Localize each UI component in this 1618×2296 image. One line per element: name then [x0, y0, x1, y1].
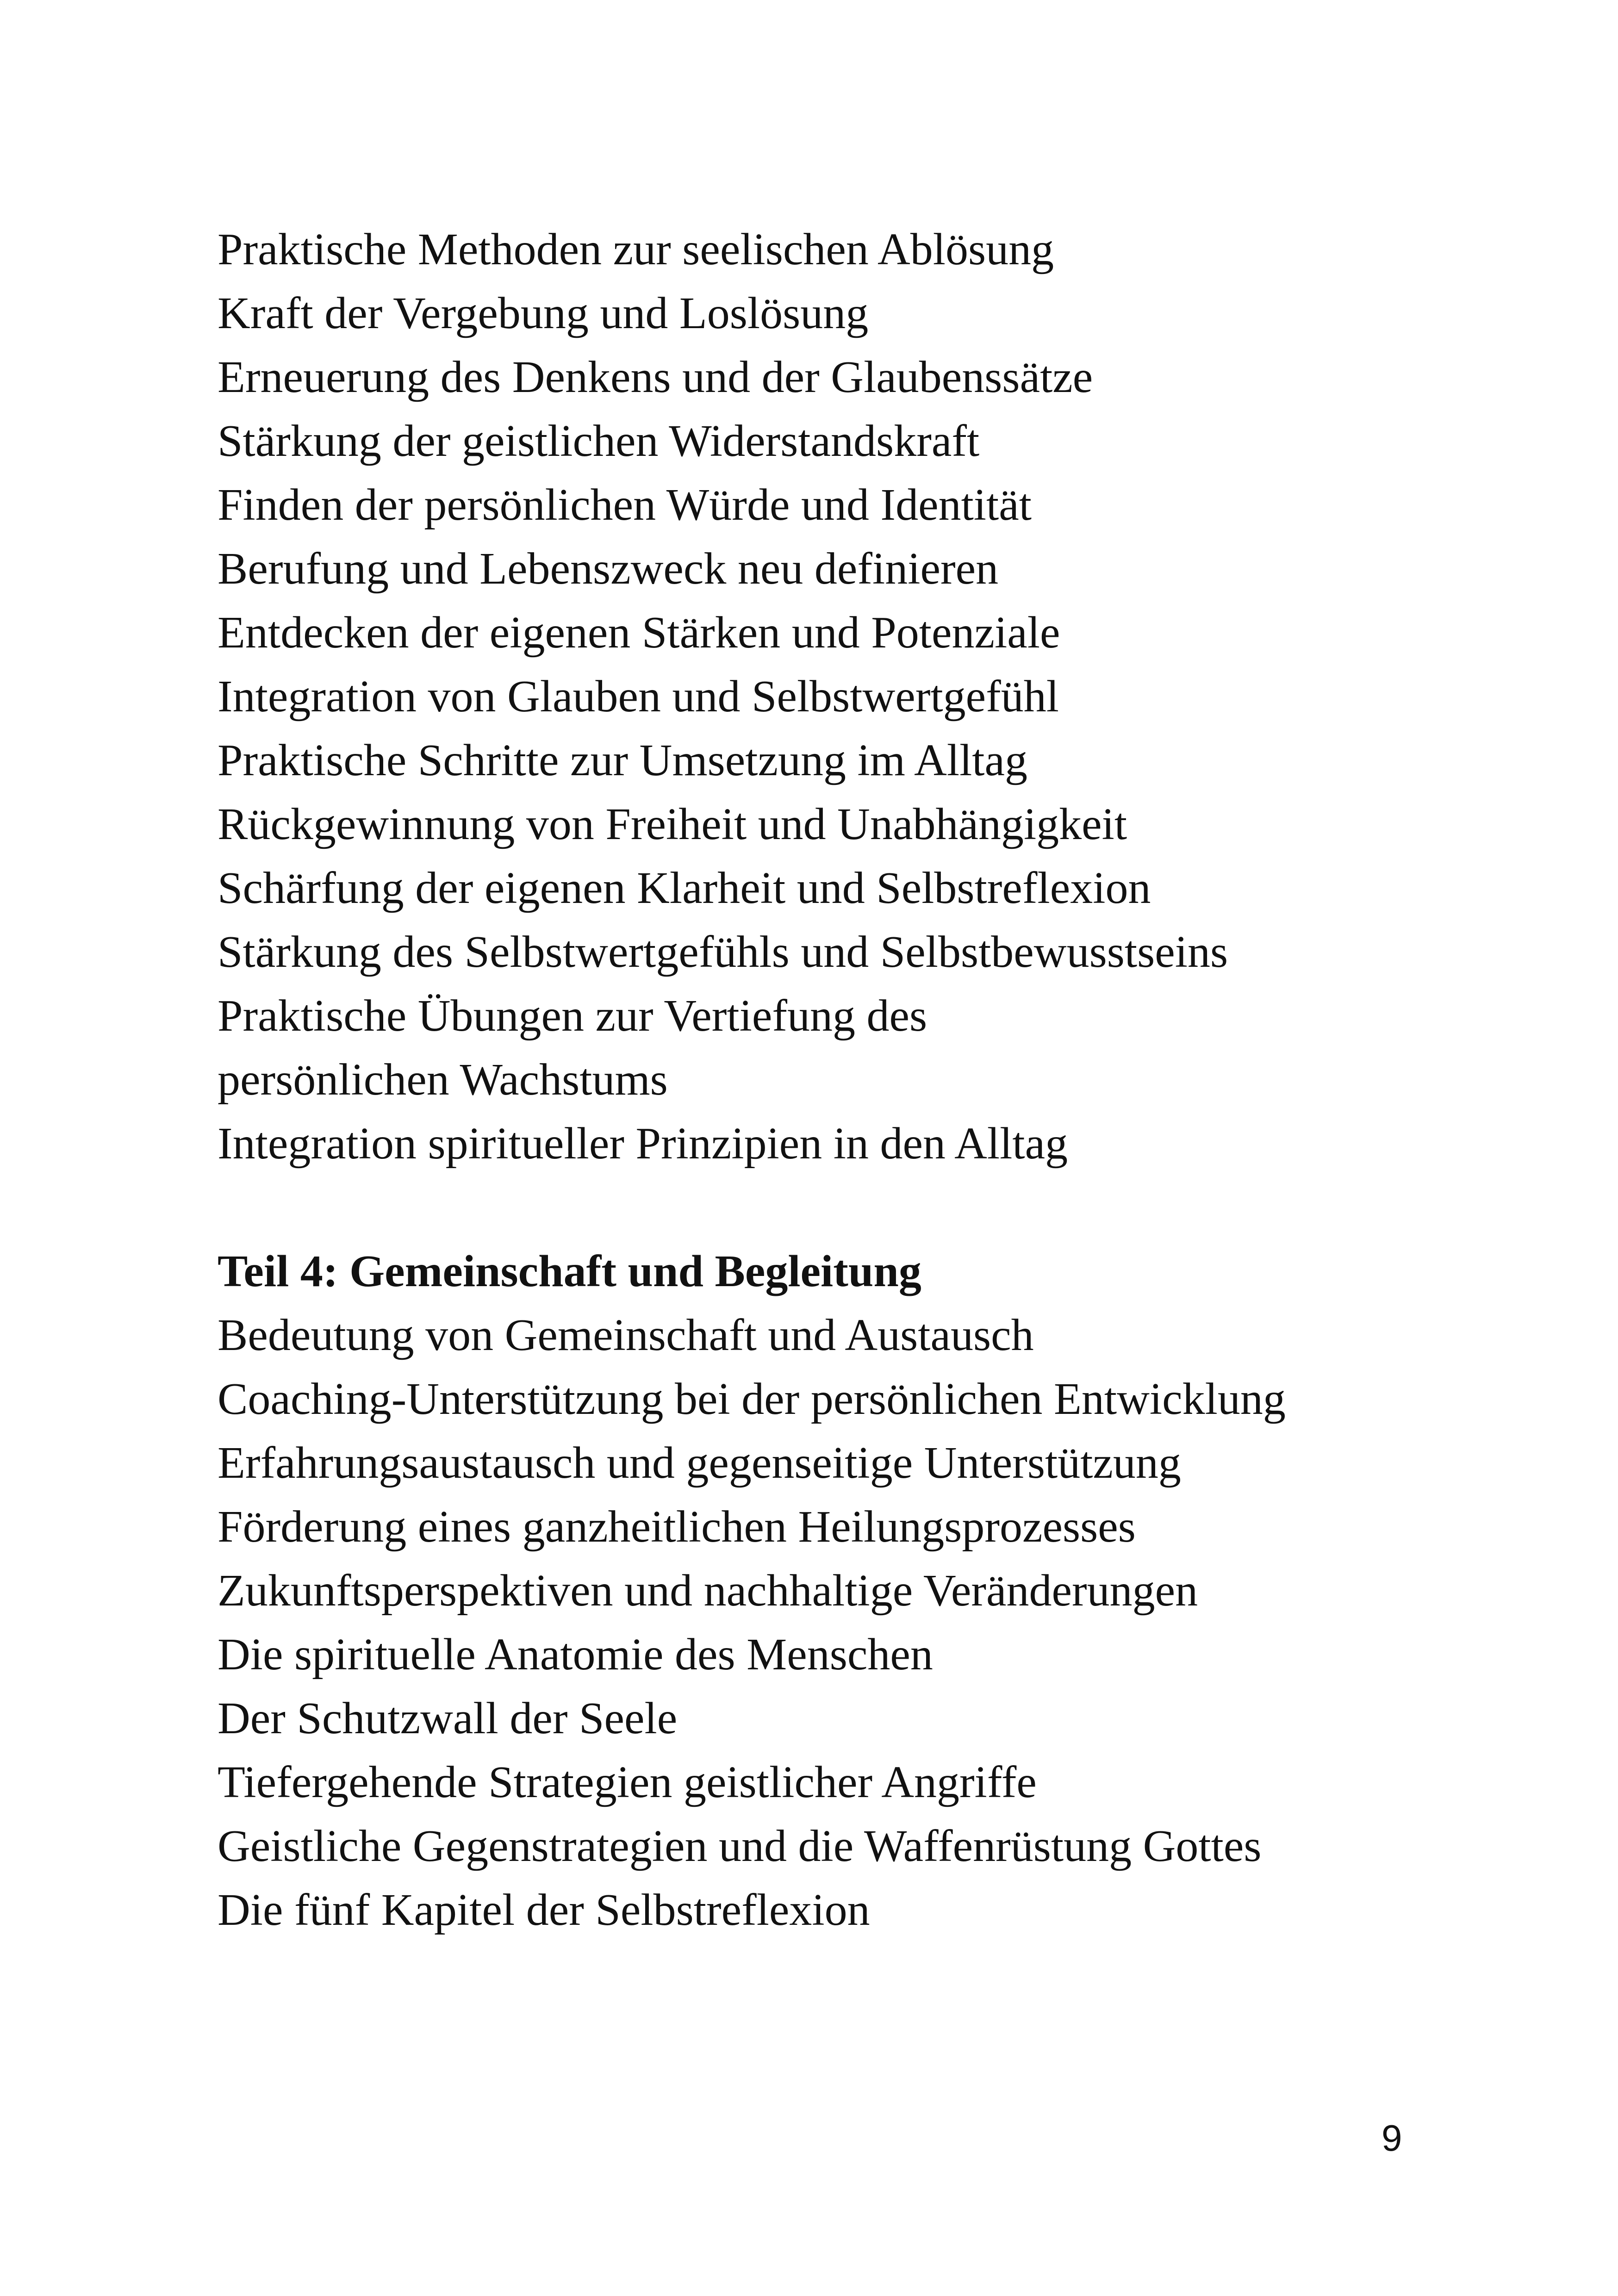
table-of-contents	[218, 218, 1421, 1942]
section-3-list	[218, 218, 1421, 1176]
list-item: Berufung und Lebenszweck neu definieren	[218, 544, 999, 594]
list-item: Zukunftsperspektiven und nachhaltige Veränderungen	[218, 1566, 1198, 1616]
list-item: persönlichen Wachstums	[218, 1055, 668, 1105]
list-item: Geistliche Gegenstrategien und die Waffenrüstung Gottes	[218, 1821, 1262, 1871]
list-item: Integration von Glauben und Selbstwertgefühl	[218, 672, 1059, 722]
list-item: Praktische Methoden zur seelischen Ablösung	[218, 224, 1054, 274]
section-heading: Teil 4: Gemeinschaft und Begleitung	[218, 1246, 921, 1296]
list-item: Kraft der Vergebung und Loslösung	[218, 288, 869, 338]
list-item: Praktische Übungen zur Vertiefung des	[218, 991, 927, 1041]
list-item: Stärkung der geistlichen Widerstandskraft	[218, 416, 980, 466]
list-item: Integration spiritueller Prinzipien in den Alltag	[218, 1119, 1068, 1169]
page-number: 9	[1382, 2117, 1402, 2159]
list-item: Praktische Schritte zur Umsetzung im Alltag	[218, 735, 1028, 785]
list-item: Erneuerung des Denkens und der Glaubenssätze	[218, 352, 1093, 402]
list-item: Tiefergehende Strategien geistlicher Angriffe	[218, 1757, 1037, 1807]
section-4	[218, 1239, 1421, 1942]
list-item: Rückgewinnung von Freiheit und Unabhängigkeit	[218, 799, 1127, 849]
list-item: Finden der persönlichen Würde und Identität	[218, 480, 1032, 530]
list-item: Förderung eines ganzheitlichen Heilungsprozesses	[218, 1502, 1136, 1552]
list-item: Die fünf Kapitel der Selbstreflexion	[218, 1885, 870, 1935]
list-item: Stärkung des Selbstwertgefühls und Selbstbewusstseins	[218, 927, 1228, 977]
list-item: Entdecken der eigenen Stärken und Potenziale	[218, 608, 1060, 658]
list-item: Die spirituelle Anatomie des Menschen	[218, 1630, 933, 1680]
list-item: Coaching-Unterstützung bei der persönlichen Entwicklung	[218, 1374, 1286, 1424]
list-item: Erfahrungsaustausch und gegenseitige Unterstützung	[218, 1438, 1181, 1488]
list-item: Bedeutung von Gemeinschaft und Austausch	[218, 1310, 1034, 1360]
section-spacer	[218, 1176, 1421, 1239]
list-item: Schärfung der eigenen Klarheit und Selbstreflexion	[218, 863, 1151, 913]
list-item: Der Schutzwall der Seele	[218, 1693, 678, 1743]
